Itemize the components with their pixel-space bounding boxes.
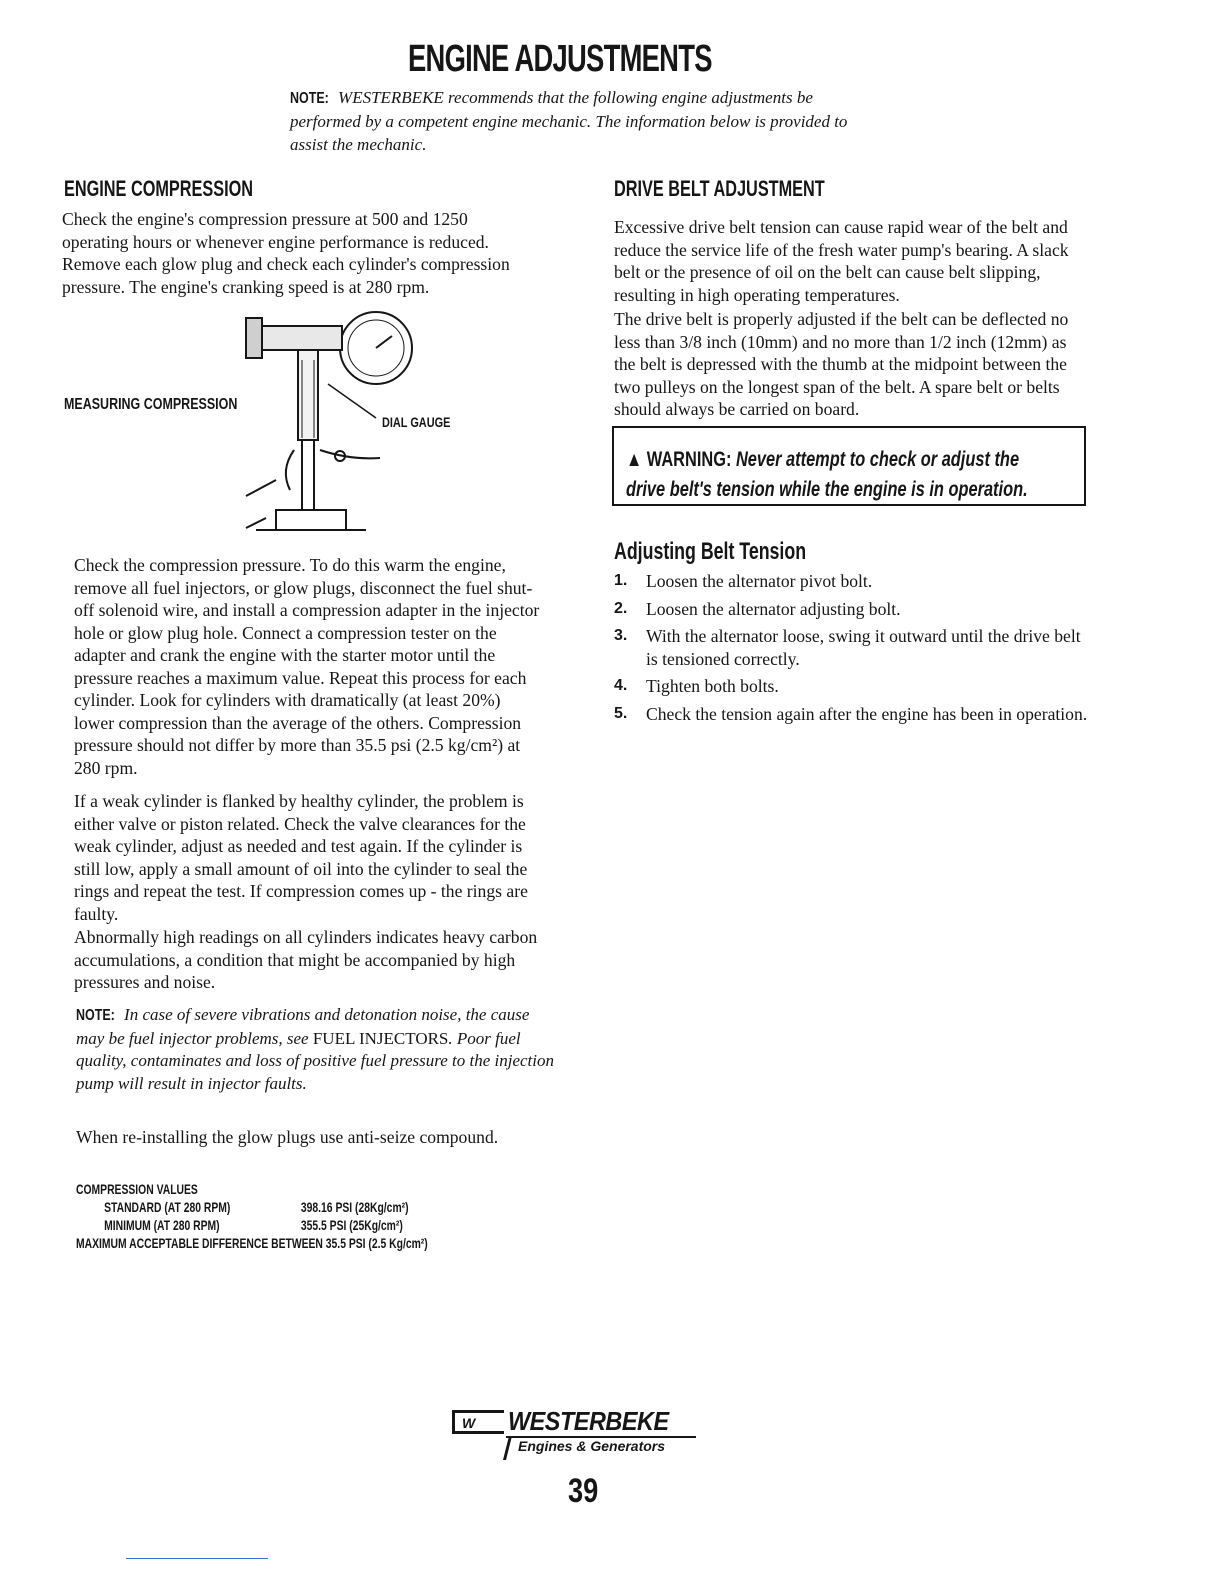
minimum-value: 355.5 PSI (25Kg/cm²)	[300, 1217, 403, 1233]
belt-steps-list	[614, 570, 1094, 730]
top-note	[290, 86, 870, 156]
warning-icon: ▲	[626, 448, 643, 471]
note-text-b: . Poor fuel quality, contaminates and loss of positive fuel pressure to the injection pump will result in injector faults.	[76, 1028, 554, 1093]
compression-intro: Check the engine's compression pressure at 500 and 1250 operating hours or whenever engine performance is reduced. Remove each glow plug and check each cylinder's compression pressure. The engine's cranking speed is at 280 rpm.	[62, 209, 510, 297]
injector-note	[76, 1004, 556, 1095]
logo-name: WESTERBEKE	[508, 1406, 669, 1436]
compression-values-heading: COMPRESSION VALUES	[76, 1181, 198, 1197]
measuring-compression-label: MEASURING COMPRESSION	[64, 396, 238, 413]
drive-belt-heading: DRIVE BELT ADJUSTMENT	[614, 176, 825, 201]
compression-paragraph-2: If a weak cylinder is flanked by healthy cylinder, the problem is either valve or piston related. Check the valve clearances for the weak cylinder, adjust as needed and test again. If the cylinder is still low, apply a small amount of oil into the cylinder to seal the rings and repeat the test. If compression comes up - the rings are faulty.	[74, 791, 528, 924]
note-text-a: In case of severe vibrations and detonation noise, the cause may be fuel injector problems, see	[76, 1005, 530, 1048]
note-reference: FUEL INJECTORS	[312, 1028, 449, 1048]
logo-tick	[503, 1436, 512, 1460]
dial-gauge-label: DIAL GAUGE	[382, 414, 451, 430]
list-item: 4. Tighten both bolts.	[614, 676, 779, 696]
list-item: 1. Loosen the alternator pivot bolt.	[614, 571, 873, 591]
belt-paragraph-2: The drive belt is properly adjusted if the belt can be deflected no less than 3/8 inch (10mm) and no more than 1/2 inch (12mm) as the belt is depressed with the thumb at the midpoint between the two pulleys on the longest span of the belt. A spare belt or belts should always be carried on board.	[614, 309, 1069, 419]
list-item: 5. Check the tension again after the engine has been in operation.	[614, 703, 1088, 724]
compression-paragraph-4: When re-installing the glow plugs use anti-seize compound.	[76, 1127, 499, 1147]
max-difference: MAXIMUM ACCEPTABLE DIFFERENCE BETWEEN 35.5 PSI (2.5 Kg/cm²)	[76, 1235, 428, 1251]
list-item: 3. With the alternator loose, swing it outward until the drive belt is tensioned correctly.	[614, 626, 1081, 669]
footer-rule	[126, 1558, 268, 1559]
compression-paragraph-3: Abnormally high readings on all cylinders indicates heavy carbon accumulations, a condition that might be accompanied by high pressures and noise.	[74, 927, 538, 992]
page-number: 39	[568, 1472, 599, 1510]
westerbeke-logo	[452, 1406, 732, 1466]
standard-label: STANDARD (AT 280 RPM)	[104, 1199, 231, 1215]
note-label: NOTE:	[290, 90, 329, 107]
warning-box	[612, 426, 1086, 506]
minimum-label: MINIMUM (AT 280 RPM)	[104, 1217, 220, 1233]
warning-text-2: drive belt's tension while the engine is in operation.	[626, 478, 1028, 501]
note-label: NOTE:	[76, 1007, 115, 1024]
table-row	[76, 1198, 428, 1216]
list-item: 2. Loosen the alternator adjusting bolt.	[614, 598, 901, 619]
logo-box	[452, 1410, 504, 1434]
adjusting-belt-tension-heading: Adjusting Belt Tension	[614, 538, 807, 565]
standard-value: 398.16 PSI (28Kg/cm²)	[300, 1199, 409, 1215]
logo-mark: W	[462, 1415, 476, 1431]
compression-paragraph-1: Check the compression pressure. To do this warm the engine, remove all fuel injectors, or glow plugs, disconnect the fuel shut-off solenoid wire, and install a compression adapter in the injector hole or glow plug hole. Connect a compression tester on the adapter and crank the engine with the starter motor until the pressure reaches a maximum value. Repeat this process for each cylinder. Look for cylinders with dramatically (at least 20%) lower compression than the average of the others. Compression pressure should not differ by more than 35.5 psi (2.5 kg/cm²) at 280 rpm.	[74, 555, 540, 778]
page-title: ENGINE ADJUSTMENTS	[408, 38, 712, 80]
warning-text-1: Never attempt to check or adjust the	[735, 448, 1020, 471]
belt-paragraph-1: Excessive drive belt tension can cause rapid wear of the belt and reduce the service life of the fresh water pump's bearing. A slack belt or the presence of oil on the belt can cause belt slipping, resulting in high operating temperatures.	[614, 217, 1069, 305]
warning-label: WARNING:	[646, 448, 732, 471]
logo-tagline: Engines & Generators	[518, 1438, 666, 1454]
note-text: WESTERBEKE recommends that the following engine adjustments be performed by a competent engine mechanic. The information below is provided to assist the mechanic.	[290, 88, 848, 154]
compression-values-table	[76, 1180, 551, 1252]
engine-compression-heading: ENGINE COMPRESSION	[64, 176, 254, 201]
table-row	[76, 1216, 428, 1234]
